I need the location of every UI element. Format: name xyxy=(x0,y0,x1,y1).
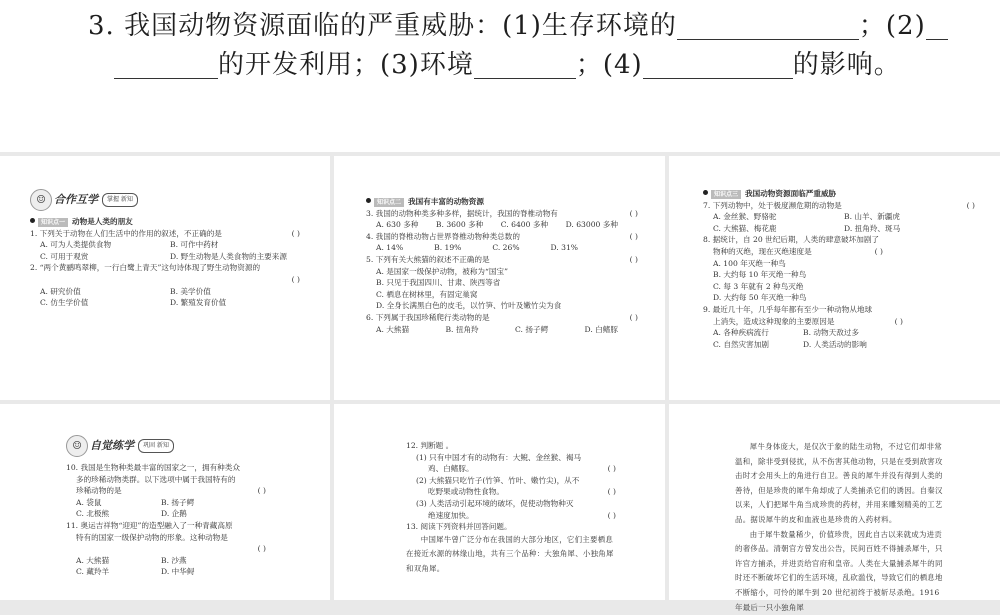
logo-subtitle: 掌握 新知 xyxy=(102,193,138,207)
option: B. 动物天敌过多 xyxy=(803,328,859,338)
logo-title: 合作互学 xyxy=(54,193,98,207)
option: D. 企鹅 xyxy=(161,509,187,519)
question-3-text-1: 3. 我国动物资源面临的严重威胁：(1)生存环境的 xyxy=(88,11,677,41)
option: C. 仿生学价值 xyxy=(40,298,89,308)
question-3-area xyxy=(0,0,1000,152)
option: D. 31% xyxy=(550,243,578,253)
judgement-item: (2) 大熊猫只吃竹子(竹笋、竹叶、嫩竹尖)，从不 xyxy=(416,475,580,485)
question-text: 4. 我国的脊椎动物占世界脊椎动物种类总数的 xyxy=(366,231,520,241)
option: B. 只见于我国四川、甘肃、陕西等省 xyxy=(376,278,501,288)
option: B. 扭角羚 xyxy=(445,324,479,334)
option: D. 人类活动的影响 xyxy=(803,339,867,349)
bullet-icon xyxy=(30,218,35,223)
reading-passage: 中国犀牛曾广泛分布在我国的大部分地区，它们主要栖息在接近水源的林缘山地，共有三个品种：大独角犀、小独角犀和双角犀。 xyxy=(406,534,614,573)
option: D. 中华鲟 xyxy=(161,567,195,577)
slide-thumbnail-6[interactable] xyxy=(669,404,1000,612)
option: B. 美学价值 xyxy=(170,286,211,296)
judgement-item: (1) 只有中国才有的动物有：大鲵、金丝猴、褐马 xyxy=(416,452,582,462)
question-text: 物种的灭绝，现在灭绝速度是 xyxy=(713,246,812,256)
section-tag: 知识点三 xyxy=(711,190,741,199)
answer-paren[interactable]: ( ) xyxy=(629,254,638,264)
option: D. 野生动物是人类食物的主要来源 xyxy=(170,251,287,261)
question-text: 3. 我国的动物种类多种多样，据统计，我国的脊椎动物有 xyxy=(366,208,558,218)
option: B. 沙燕 xyxy=(161,555,187,565)
answer-paren[interactable]: ( ) xyxy=(629,312,638,322)
question-3-text-5: 的影响。 xyxy=(792,50,901,80)
section-tag: 知识点二 xyxy=(374,198,404,207)
reading-passage: 由于犀牛数量稀少，价值珍贵，因此自古以来就成为进贡的奢侈品。清朝官方曾发出公告，民间百姓不得捕杀犀牛，只许官方捕杀，并进贡给官府和皇帝。人类在大量捕杀犀牛的同时还不断破坏它们的生活环境，乱砍滥伐，导致它们的栖息地不断缩小，可怜的犀牛到 20 世纪初终于被斩尽杀绝。1916 年最后一只小独角犀 xyxy=(735,529,943,612)
answer-blank-2-end[interactable] xyxy=(114,52,218,79)
question-3-line-2 xyxy=(114,44,901,81)
judgement-item: (3) 人类活动引起环境的破坏，促使动物物种灭 xyxy=(416,498,574,508)
judgement-item: 吃野果或动物性食物。 xyxy=(428,487,504,497)
question-text: 11. 奥运吉祥物“迎迎”的造型融入了一种青藏高原 xyxy=(66,520,233,530)
answer-paren[interactable]: ( ) xyxy=(291,228,300,238)
question-3-text-3: 的开发利用；(3)环境 xyxy=(218,50,474,80)
question-text: 2. “两个黄鹂鸣翠柳，一行白鹭上青天”这句诗体现了野生动物资源的 xyxy=(30,263,261,273)
logo-title: 自觉练学 xyxy=(90,439,134,453)
option: C. 每 3 年就有 2 种鸟灭绝 xyxy=(713,281,804,291)
answer-blank-3[interactable] xyxy=(474,52,576,79)
answer-paren[interactable]: ( ) xyxy=(607,487,616,497)
answer-paren[interactable]: ( ) xyxy=(629,208,638,218)
option: A. 袋鼠 xyxy=(76,497,102,507)
option: A. 金丝猴、野骆驼 xyxy=(713,212,777,222)
logo-self-practice xyxy=(66,434,296,458)
slide-thumbnail-1[interactable] xyxy=(0,156,330,400)
section-title: 我国动物资源面临严重威胁 xyxy=(745,189,837,198)
question-text: 9. 最近几十年，几乎每年都有至少一种动物从地球 xyxy=(703,304,873,314)
answer-paren[interactable]: ( ) xyxy=(607,510,616,520)
question-text: 上消失，造成这种现象的主要原因是 xyxy=(713,316,835,326)
question-text: 多的珍稀动物类群。以下选项中属于我国特有的 xyxy=(76,474,236,484)
option: B. 大约每 10 年灭绝一种鸟 xyxy=(713,270,807,280)
bullet-icon xyxy=(366,198,371,203)
option: A. 可为人类提供食物 xyxy=(40,240,112,250)
option: D. 63000 多种 xyxy=(565,220,618,230)
option: A. 630 多种 xyxy=(376,220,419,230)
cartoon-mascot-icon: ☺ xyxy=(30,189,52,211)
answer-paren[interactable]: ( ) xyxy=(894,316,903,326)
logo-cooperative-learning xyxy=(30,188,300,212)
answer-paren[interactable]: ( ) xyxy=(874,246,883,256)
option: A. 是国家一级保护动物，被称为“国宝” xyxy=(376,266,508,276)
answer-paren[interactable]: ( ) xyxy=(607,464,616,474)
section-title: 动物是人类的朋友 xyxy=(72,217,133,226)
answer-paren[interactable]: ( ) xyxy=(966,200,975,210)
answer-paren[interactable]: ( ) xyxy=(257,486,266,496)
option: C. 扬子鳄 xyxy=(515,324,549,334)
logo-subtitle: 巩固 新知 xyxy=(138,439,174,453)
option: B. 19% xyxy=(434,243,462,253)
slide-thumbnail-2[interactable] xyxy=(334,156,665,400)
option: A. 研究价值 xyxy=(40,286,81,296)
answer-blank-4[interactable] xyxy=(643,52,793,79)
option: A. 各种疾病流行 xyxy=(713,328,769,338)
option: B. 扬子鳄 xyxy=(161,497,195,507)
question-3-text-4: ；(4) xyxy=(575,50,643,80)
question-text: 特有的国家一级保护动物的形象。这种动物是 xyxy=(76,532,228,542)
question-text: 1. 下列关于动物在人们生活中的作用的叙述，不正确的是 xyxy=(30,228,222,238)
option: C. 26% xyxy=(492,243,520,253)
option: D. 繁殖发育价值 xyxy=(170,298,227,308)
judgement-item: 鸡、白鳍豚。 xyxy=(428,464,474,474)
question-text: 7. 下列动物中，处于极度濒危期的动物是 xyxy=(703,200,842,210)
option: B. 山羊、新疆虎 xyxy=(844,212,900,222)
cartoon-mascot-icon: ☺ xyxy=(66,435,88,457)
question-text: 5. 下列有关大熊猫的叙述不正确的是 xyxy=(366,254,490,264)
option: C. 自然灾害加剧 xyxy=(713,339,769,349)
option: C. 大熊猫、梅花鹿 xyxy=(713,223,777,233)
option: C. 藏羚羊 xyxy=(76,567,110,577)
slide-thumbnail-3[interactable] xyxy=(669,156,1000,400)
question-text: 珍稀动物的是 xyxy=(76,486,122,496)
question-3-line-1 xyxy=(88,5,948,42)
answer-paren[interactable]: ( ) xyxy=(257,544,266,554)
slide-thumbnail-4[interactable] xyxy=(0,404,330,600)
judgement-item: 绝速度加快。 xyxy=(428,510,474,520)
question-text: 12. 判断题 。 xyxy=(406,441,454,450)
option: A. 100 年灭绝一种鸟 xyxy=(713,258,786,268)
bullet-icon xyxy=(703,190,708,195)
answer-paren[interactable]: ( ) xyxy=(291,274,300,284)
option: D. 全身长满黑白色的皮毛，以竹笋、竹叶及嫩竹尖为食 xyxy=(376,301,562,311)
answer-blank-1[interactable] xyxy=(677,13,859,40)
answer-blank-2-start[interactable] xyxy=(926,13,948,40)
question-text: 8. 据统计，自 20 世纪后期，人类的肆意破坏加剧了 xyxy=(703,235,880,245)
option: C. 北极熊 xyxy=(76,509,110,519)
question-3-text-2: ；(2) xyxy=(858,11,926,41)
answer-paren[interactable]: ( ) xyxy=(629,231,638,241)
question-text: 6. 下列属于我国珍稀爬行类动物的是 xyxy=(366,312,490,322)
option: C. 6400 多种 xyxy=(500,220,549,230)
option: A. 大熊猫 xyxy=(76,555,110,565)
option: D. 扭角羚、斑马 xyxy=(844,223,901,233)
option: D. 大约每 50 年灭绝一种鸟 xyxy=(713,293,807,303)
option: B. 可作中药材 xyxy=(170,240,219,250)
question-text: 13. 阅读下列资料并回答问题。 xyxy=(406,522,512,532)
option: B. 3600 多种 xyxy=(435,220,484,230)
option: C. 栖息在树林里，有固定巢窝 xyxy=(376,289,478,299)
option: A. 14% xyxy=(376,243,404,253)
section-tag: 知识点一 xyxy=(38,218,68,227)
option: A. 大熊猫 xyxy=(376,324,410,334)
option: D. 白鳍豚 xyxy=(584,324,618,334)
reading-passage: 犀牛身体庞大，是仅次于象的陆生动物，不过它们却非常温和，除非受到侵扰，从不伤害其他动物，只是在受到敌害攻击时才会用头上的角进行自卫。善良的犀牛并没有得到人类的善待，但是珍贵的犀牛角却成了人类捕杀它们的诱因。自秦汉以来，人们把犀牛角当成珍贵的药材，并用来雕刻精美的工艺品。据说犀牛的皮和血液也是珍贵的入药材料。 xyxy=(735,442,943,524)
question-text: 10. 我国是生物种类最丰富的国家之一，拥有种类众 xyxy=(66,463,240,472)
slide-thumbnail-5[interactable] xyxy=(334,404,665,600)
section-title: 我国有丰富的动物资源 xyxy=(408,197,484,206)
option: C. 可用于观赏 xyxy=(40,251,89,261)
